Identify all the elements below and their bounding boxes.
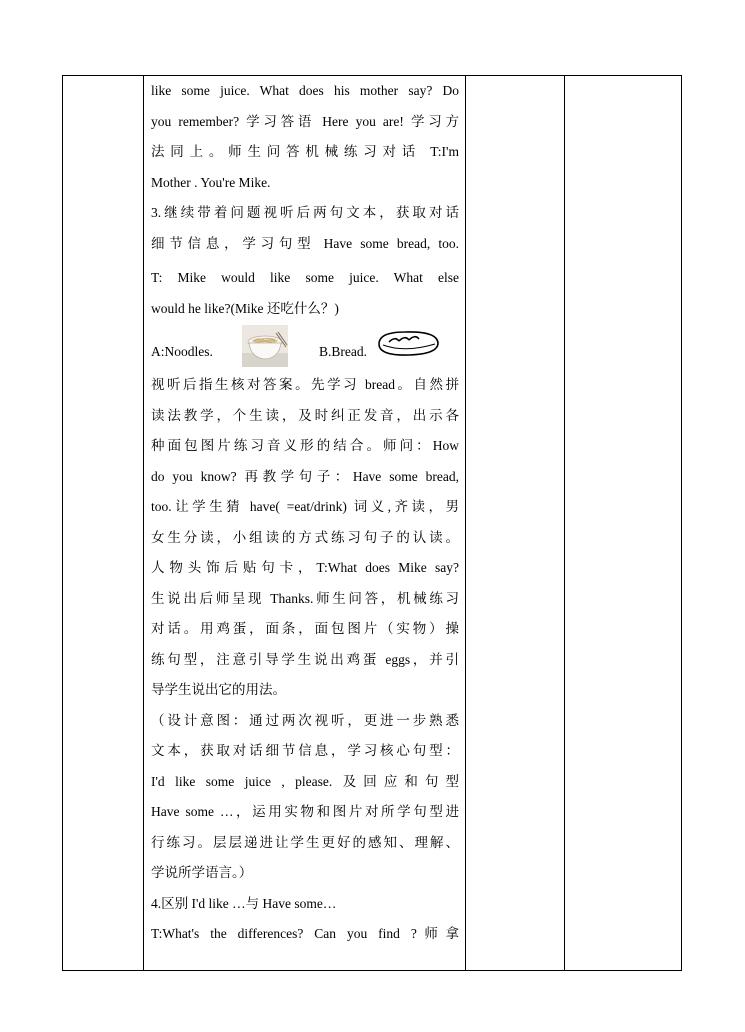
text-line: would he like?(Mike 还吃什么？) — [151, 300, 339, 316]
text-line: 生说出后师呈现 Thanks.师生问答，机械练习 — [151, 590, 459, 606]
column-divider — [465, 76, 466, 970]
text-line: 练句型，注意引导学生说出鸡蛋 eggs，并引 — [151, 651, 459, 667]
noodle-bowl-image — [242, 325, 288, 367]
option-a-label: A:Noodles. — [151, 344, 213, 359]
answer-options — [151, 330, 459, 370]
text-line: 对话。用鸡蛋，面条，面包图片（实物）操 — [151, 621, 459, 636]
text-line: 女生分读，小组读的方式练习句子的认读。 — [151, 529, 459, 545]
text-line: 行练习。层层递进让学生更好的感知、理解、 — [151, 834, 459, 850]
text-line: T: Mike would like some juice. What else — [151, 270, 459, 285]
text-line: （设计意图：通过两次视听，更进一步熟悉 — [151, 712, 459, 728]
text-line: do you know? 再教学句子：Have some bread, — [151, 468, 459, 484]
text-line: 导学生说出它的用法。 — [151, 682, 286, 697]
text-line: 视听后指生核对答案。先学习 bread。自然拼 — [151, 377, 459, 392]
text-line: 文本，获取对话细节信息，学习核心句型： — [151, 743, 459, 758]
text-line: 细节信息，学习句型 Have some bread, too. — [151, 235, 459, 251]
text-line: too.让学生猜 have( =eat/drink) 词义,齐读，男 — [151, 499, 459, 514]
text-line: T:What's the differences? Can you find ?师拿 — [151, 926, 459, 941]
text-line: 法同上。师生问答机械练习对话 T:I'm — [151, 144, 459, 159]
text-line: you remember? 学习答语 Here you are! 学习方 — [151, 113, 459, 129]
procedure-cell — [151, 76, 459, 950]
text-line: 学说所学语言。） — [151, 865, 253, 880]
lesson-table — [62, 75, 682, 971]
column-divider — [564, 76, 565, 970]
text-line: Mother . You're Mike. — [151, 174, 271, 190]
text-line: like some juice. What does his mother say? Do — [151, 83, 459, 98]
option-b-label: B.Bread. — [319, 344, 367, 359]
text-line: 3.继续带着问题视听后两句文本，获取对话 — [151, 205, 459, 220]
text-line: 人物头饰后贴句卡，T:What does Mike say? — [151, 560, 459, 575]
bread-loaf-image — [375, 328, 441, 358]
text-line: 4.区别 I'd like …与 Have some… — [151, 895, 337, 911]
column-divider — [143, 76, 144, 970]
text-line: 种面包图片练习音义形的结合。师问：How — [151, 438, 459, 453]
text-line: Have some …，运用实物和图片对所学句型进 — [151, 804, 459, 819]
text-line: 读法教学，个生读，及时纠正发音，出示各 — [151, 407, 459, 423]
text-line: I'd like some juice , please. 及回应和句型 — [151, 773, 459, 789]
